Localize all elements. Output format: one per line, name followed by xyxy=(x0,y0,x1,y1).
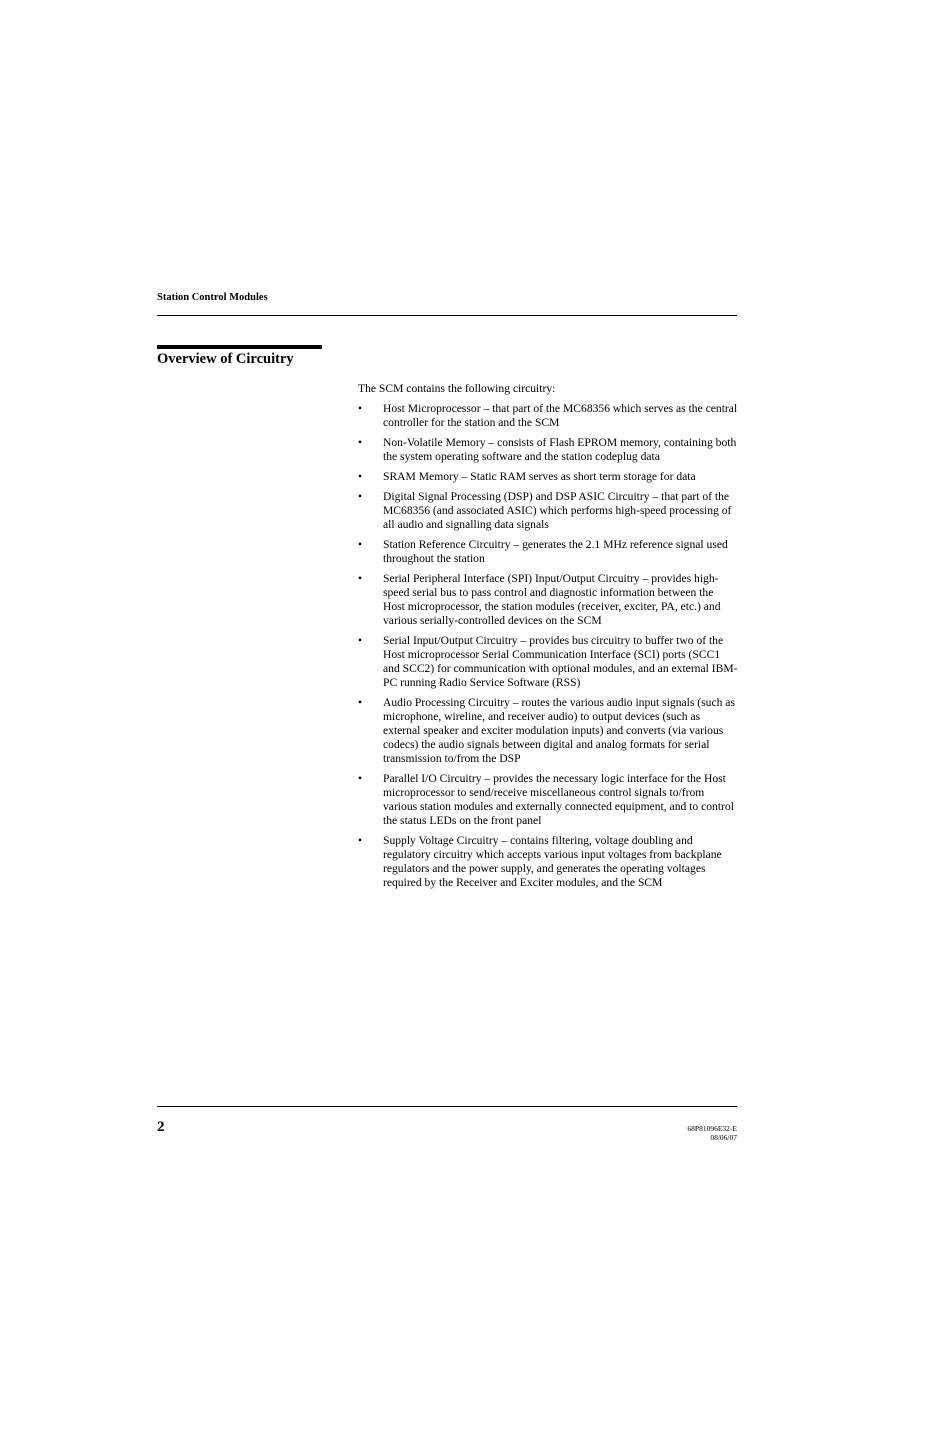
list-item-text: Digital Signal Processing (DSP) and DSP ASIC Circuitry – that part of the MC68356 (and associated ASIC) which performs high-speed processing of all audio and signalling data signals xyxy=(383,490,732,531)
list-item xyxy=(358,772,738,828)
list-item xyxy=(358,834,738,890)
bullet-icon: • xyxy=(358,772,363,785)
doc-number: 68P81096E32-E xyxy=(687,1124,737,1133)
list-item xyxy=(358,696,738,766)
circuitry-list xyxy=(358,402,738,890)
list-item xyxy=(358,436,738,464)
section-title-bar xyxy=(157,345,322,349)
intro-paragraph: The SCM contains the following circuitry: xyxy=(358,382,556,395)
list-item-text: Supply Voltage Circuitry – contains filtering, voltage doubling and regulatory circuitry which accepts various input voltages from backplane regulators and the power supply, and generates the operating voltages required by the Receiver and Exciter modules, and the SCM xyxy=(383,834,722,889)
list-item-text: Host Microprocessor – that part of the MC68356 which serves as the central controller for the station and the SCM xyxy=(383,402,738,429)
bullet-icon: • xyxy=(358,490,363,503)
list-item xyxy=(358,634,738,690)
list-item-text: Station Reference Circuitry – generates the 2.1 MHz reference signal used throughout the station xyxy=(383,538,728,565)
bullet-icon: • xyxy=(358,634,363,647)
list-item-text: Audio Processing Circuitry – routes the various audio input signals (such as microphone, wireline, and receiver audio) to output devices (such as external speaker and exciter modulation inputs) and converts (via various codecs) the audio signals between digital and analog formats for serial transmission to/from the DSP xyxy=(383,696,735,765)
running-header: Station Control Modules xyxy=(157,292,268,303)
list-item xyxy=(358,470,738,484)
footer-divider xyxy=(157,1106,737,1107)
bullet-icon: • xyxy=(358,470,363,483)
list-item xyxy=(358,572,738,628)
list-item-text: Serial Input/Output Circuitry – provides bus circuitry to buffer two of the Host microprocessor Serial Communication Interface (SCI) ports (SCC1 and SCC2) for communication with optional modules, and an external IBM-PC running Radio Service Software (RSS) xyxy=(383,634,738,689)
page-number: 2 xyxy=(157,1119,165,1135)
bullet-icon: • xyxy=(358,402,363,415)
section-title: Overview of Circuitry xyxy=(157,351,294,367)
body-text xyxy=(358,382,738,896)
header-divider xyxy=(157,315,737,316)
list-item xyxy=(358,538,738,566)
bullet-icon: • xyxy=(358,572,363,585)
list-item-text: Parallel I/O Circuitry – provides the necessary logic interface for the Host microprocessor to send/receive miscellaneous control signals to/from various station modules and externally connected equipment, and to control the status LEDs on the front panel xyxy=(383,772,734,827)
list-item-text: Non-Volatile Memory – consists of Flash EPROM memory, containing both the system operating software and the station codeplug data xyxy=(383,436,737,463)
list-item xyxy=(358,402,738,430)
list-item-text: SRAM Memory – Static RAM serves as short term storage for data xyxy=(383,470,696,483)
list-item-text: Serial Peripheral Interface (SPI) Input/Output Circuitry – provides high-speed serial bus to pass control and diagnostic information between the Host microprocessor, the station modules (receiver, exciter, PA, etc.) and various serially-controlled devices on the SCM xyxy=(383,572,721,627)
bullet-icon: • xyxy=(358,834,363,847)
list-item xyxy=(358,490,738,532)
document-id xyxy=(687,1124,737,1142)
bullet-icon: • xyxy=(358,538,363,551)
doc-date: 08/06/07 xyxy=(710,1133,737,1142)
bullet-icon: • xyxy=(358,436,363,449)
bullet-icon: • xyxy=(358,696,363,709)
